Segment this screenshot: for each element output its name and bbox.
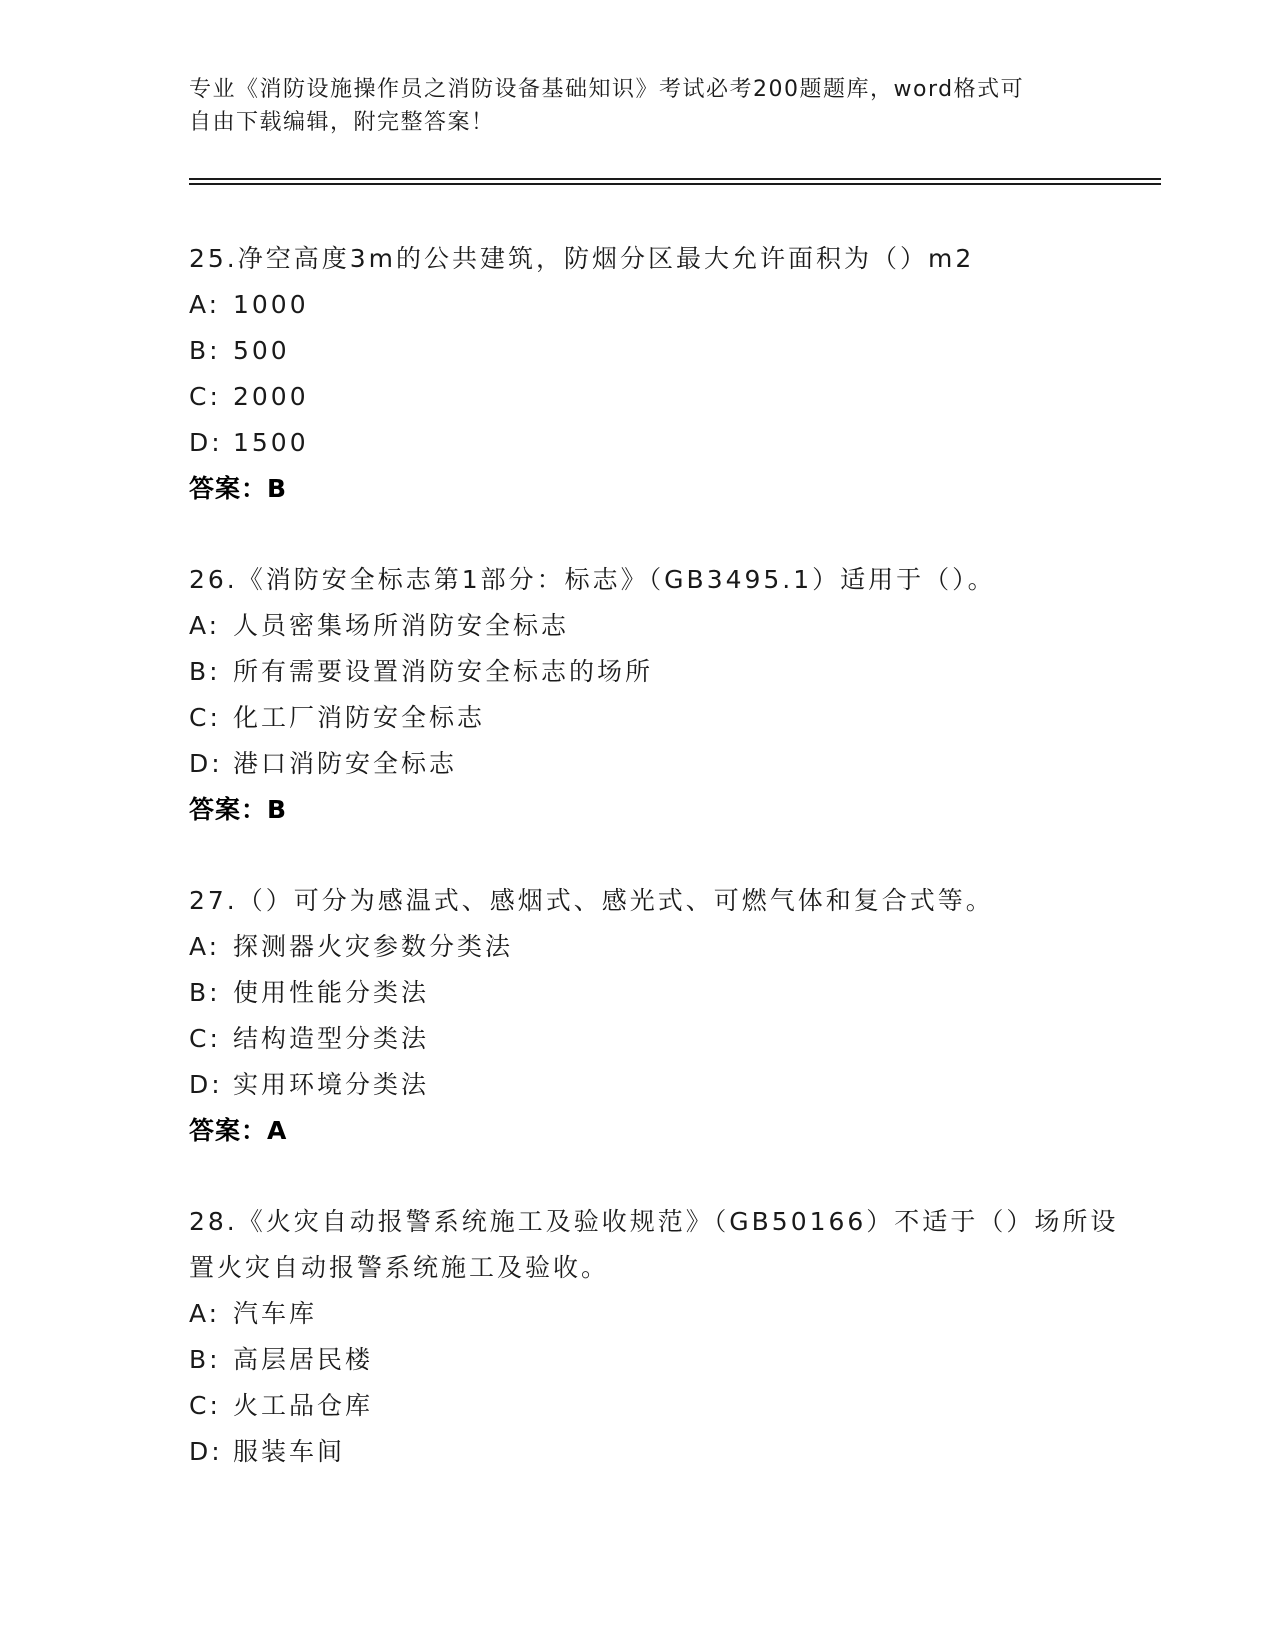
option-d [189,1429,1139,1475]
option-letter: A: [189,290,221,319]
option-letter: A: [189,611,221,640]
option-d [189,420,1139,466]
question-stem: 25.净空高度3m的公共建筑，防烟分区最大允许面积为（）m2 [189,244,975,273]
header-line-2: 自由下载编辑，附完整答案！ [189,110,495,135]
option-letter: D: [189,1437,223,1466]
option-text: 2000 [233,382,309,411]
question-27 [189,878,1139,1154]
option-text: 结构造型分类法 [233,1024,430,1053]
option-text: 汽车库 [233,1299,318,1328]
option-text: 化工厂消防安全标志 [233,703,486,732]
header-divider-top [189,178,1161,180]
option-letter: A: [189,932,221,961]
option-letter: B: [189,336,221,365]
question-26 [189,557,1139,833]
option-text: 使用性能分类法 [233,978,430,1007]
answer-line: 答案：B [189,474,288,503]
option-letter: A: [189,1299,221,1328]
option-text: 服装车间 [233,1437,346,1466]
option-c [189,374,1139,420]
option-a [189,1291,1139,1337]
option-letter: C: [189,1024,221,1053]
option-text: 人员密集场所消防安全标志 [233,611,570,640]
option-b [189,1337,1139,1383]
question-stem: 27.（）可分为感温式、感烟式、感光式、可燃气体和复合式等。 [189,886,994,915]
option-text: 1000 [233,290,309,319]
option-text: 港口消防安全标志 [233,749,458,778]
option-letter: D: [189,428,223,457]
option-c [189,695,1139,741]
header-line-1: 专业《消防设施操作员之消防设备基础知识》考试必考200题题库，word格式可 [189,77,1025,102]
question-stem: 28.《火灾自动报警系统施工及验收规范》（GB50166）不适于（）场所设置火灾自动报警系统施工及验收。 [189,1207,1119,1282]
answer-line: 答案：A [189,1116,288,1145]
option-a [189,603,1139,649]
option-c [189,1383,1139,1429]
option-text: 高层居民楼 [233,1345,374,1374]
option-letter: B: [189,657,221,686]
option-text: 1500 [233,428,309,457]
answer-line: 答案：B [189,795,288,824]
option-letter: B: [189,978,221,1007]
option-text: 500 [233,336,290,365]
option-c [189,1016,1139,1062]
question-25 [189,236,1139,512]
option-text: 所有需要设置消防安全标志的场所 [233,657,654,686]
question-stem: 26.《消防安全标志第1部分：标志》（GB3495.1）适用于（）。 [189,565,996,594]
option-a [189,282,1139,328]
option-text: 实用环境分类法 [233,1070,430,1099]
question-list [189,236,1139,1520]
option-letter: C: [189,1391,221,1420]
option-text: 探测器火灾参数分类法 [233,932,514,961]
option-letter: C: [189,703,221,732]
option-d [189,1062,1139,1108]
document-header [189,73,1089,139]
option-a [189,924,1139,970]
option-letter: B: [189,1345,221,1374]
option-letter: C: [189,382,221,411]
question-28 [189,1199,1139,1475]
option-b [189,970,1139,1016]
option-text: 火工品仓库 [233,1391,374,1420]
option-letter: D: [189,1070,223,1099]
option-d [189,741,1139,787]
option-b [189,328,1139,374]
header-divider-bottom [189,183,1161,185]
option-b [189,649,1139,695]
option-letter: D: [189,749,223,778]
